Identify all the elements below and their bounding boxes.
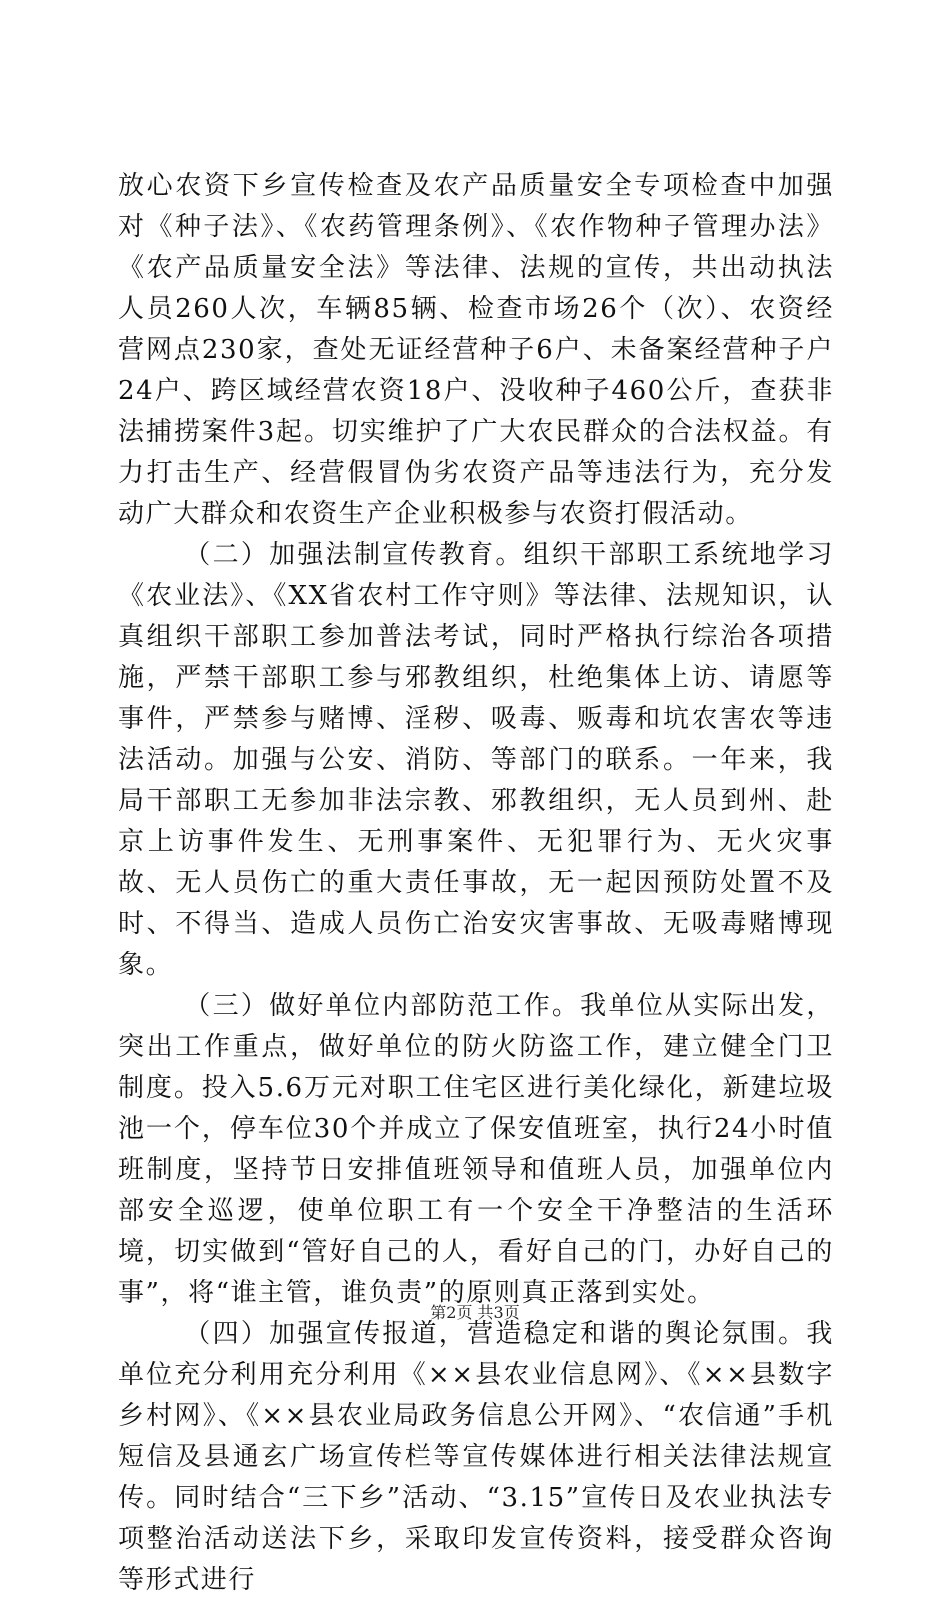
paragraph-legal-education: （二）加强法制宣传教育。组织干部职工系统地学习《农业法》、《XX省农村工作守则》等法律、法规知识，认真组织干部职工参加普法考试，同时严格执行综治各项措施，严禁干部职工参与邪教组织，杜绝集体上访、请愿等事件，严禁参与赌博、淫秽、吸毒、贩毒和坑农害农等违法活动。加强与公安、消防、等部门的联系。一年来，我局干部职工无参加非法宗教、邪教组织，无人员到州、赴京上访事件发生、无刑事案件、无犯罪行为、无火灾事故、无人员伤亡的重大责任事故，无一起因预防处置不及时、不得当、造成人员伤亡治安灾害事故、无吸毒赌博现象。 — [118, 540, 834, 980]
document-body — [118, 166, 834, 1601]
paragraph-publicity: （四）加强宣传报道，营造稳定和谐的舆论氛围。我单位充分利用充分利用《××县农业信息网》、《××县数字乡村网》、《××县农业局政务信息公开网》、“农信通”手机短信及县通玄广场宣传栏等宣传媒体进行相关法律法规宣传。同时结合“三下乡”活动、“3.15”宣传日及农业执法专项整治活动送法下乡，采取印发宣传资料，接受群众咨询等形式进行 — [118, 1319, 834, 1595]
paragraph-internal-prevention: （三）做好单位内部防范工作。我单位从实际出发，突出工作重点，做好单位的防火防盗工作，建立健全门卫制度。投入5.6万元对职工住宅区进行美化绿化，新建垃圾池一个，停车位30个并成立了保安值班室，执行24小时值班制度，坚持节日安排值班领导和值班人员，加强单位内部安全巡逻，使单位职工有一个安全干净整洁的生活环境，切实做到“管好自己的人，看好自己的门，办好自己的事”，将“谁主管，谁负责”的原则真正落到实处。 — [118, 991, 834, 1308]
paragraph-continuation: 放心农资下乡宣传检查及农产品质量安全专项检查中加强对《种子法》、《农药管理条例》、《农作物种子管理办法》《农产品质量安全法》等法律、法规的宣传，共出动执法人员260人次，车辆85辆、检查市场26个（次）、农资经营网点230家，查处无证经营种子6户、未备案经营种子户24户、跨区域经营农资18户、没收种子460公斤，查获非法捕捞案件3起。切实维护了广大农民群众的合法权益。有力打击生产、经营假冒伪劣农资产品等违法行为，充分发动广大群众和农资生产企业积极参与农资打假活动。 — [118, 171, 834, 529]
page-number-footer: 第2页 共3页 — [430, 1303, 520, 1322]
